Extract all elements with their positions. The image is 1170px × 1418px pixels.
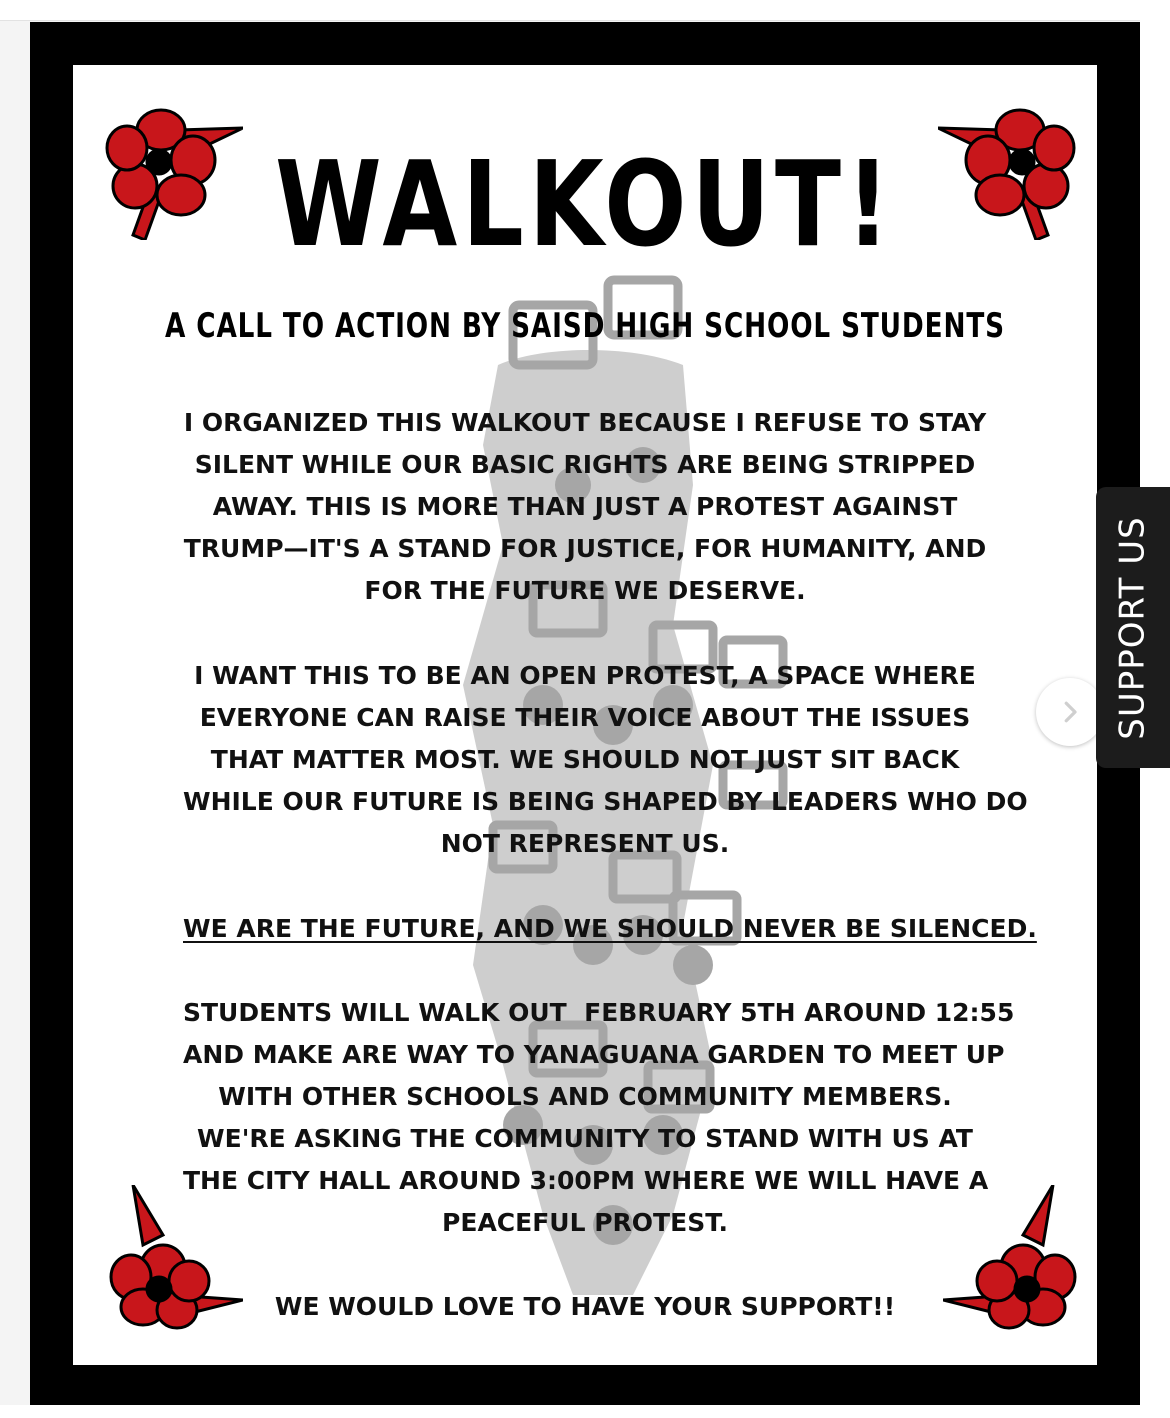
closing-line xyxy=(183,1286,987,1328)
chevron-right-icon xyxy=(1055,697,1085,727)
text-line: I ORGANIZED THIS WALKOUT BECAUSE I REFUSE TO STAY xyxy=(183,408,987,437)
poster-title: WALKOUT! xyxy=(275,135,895,273)
text-line: AND MAKE ARE WAY TO YANAGUANA GARDEN TO MEET UP xyxy=(183,1040,1005,1069)
closing-text: WE WOULD LOVE TO HAVE YOUR SUPPORT!! xyxy=(274,1292,896,1321)
text-line: THE CITY HALL AROUND 3:00PM WHERE WE WILL HAVE A xyxy=(183,1166,989,1195)
text-line: WITH OTHER SCHOOLS AND COMMUNITY MEMBERS. xyxy=(218,1082,952,1111)
text-line: WHILE OUR FUTURE IS BEING SHAPED BY LEADERS WHO DO xyxy=(183,787,1028,816)
support-us-label: SUPPORT US xyxy=(1113,515,1153,740)
poster-subtitle: A CALL TO ACTION BY SAISD HIGH SCHOOL STUDENTS xyxy=(165,306,1005,346)
text-line: TRUMP—IT'S A STAND FOR JUSTICE, FOR HUMANITY, AND xyxy=(183,534,987,563)
text-line: THAT MATTER MOST. WE SHOULD NOT JUST SIT BACK xyxy=(210,745,960,774)
body-paragraph xyxy=(183,655,1028,865)
page-margin-bottom xyxy=(0,1405,1170,1418)
text-line: EVERYONE CAN RAISE THEIR VOICE ABOUT THE ISSUES xyxy=(199,703,971,732)
text-line: NOT REPRESENT US. xyxy=(440,829,730,858)
top-edge xyxy=(0,0,1170,21)
text-line: SILENT WHILE OUR BASIC RIGHTS ARE BEING STRIPPED xyxy=(194,450,976,479)
poster-canvas xyxy=(73,65,1097,1365)
text-line: STUDENTS WILL WALK OUT FEBRUARY 5TH AROUND 12:55 xyxy=(183,998,1015,1027)
carousel-next-button[interactable] xyxy=(1036,678,1104,746)
poster-image xyxy=(30,22,1140,1405)
text-line: AWAY. THIS IS MORE THAN JUST A PROTEST AGAINST xyxy=(212,492,958,521)
text-line: WE'RE ASKING THE COMMUNITY TO STAND WITH US AT xyxy=(197,1124,973,1153)
slogan xyxy=(183,908,1037,950)
text-line: FOR THE FUTURE WE DESERVE. xyxy=(364,576,806,605)
text-line: PEACEFUL PROTEST. xyxy=(442,1208,728,1237)
slogan-text: WE ARE THE FUTURE, AND WE SHOULD NEVER BE SILENCED. xyxy=(183,914,1037,943)
support-us-tab[interactable] xyxy=(1096,487,1170,768)
text-line: I WANT THIS TO BE AN OPEN PROTEST, A SPACE WHERE xyxy=(194,661,976,690)
event-details xyxy=(183,992,1015,1244)
body-paragraph xyxy=(183,402,987,612)
